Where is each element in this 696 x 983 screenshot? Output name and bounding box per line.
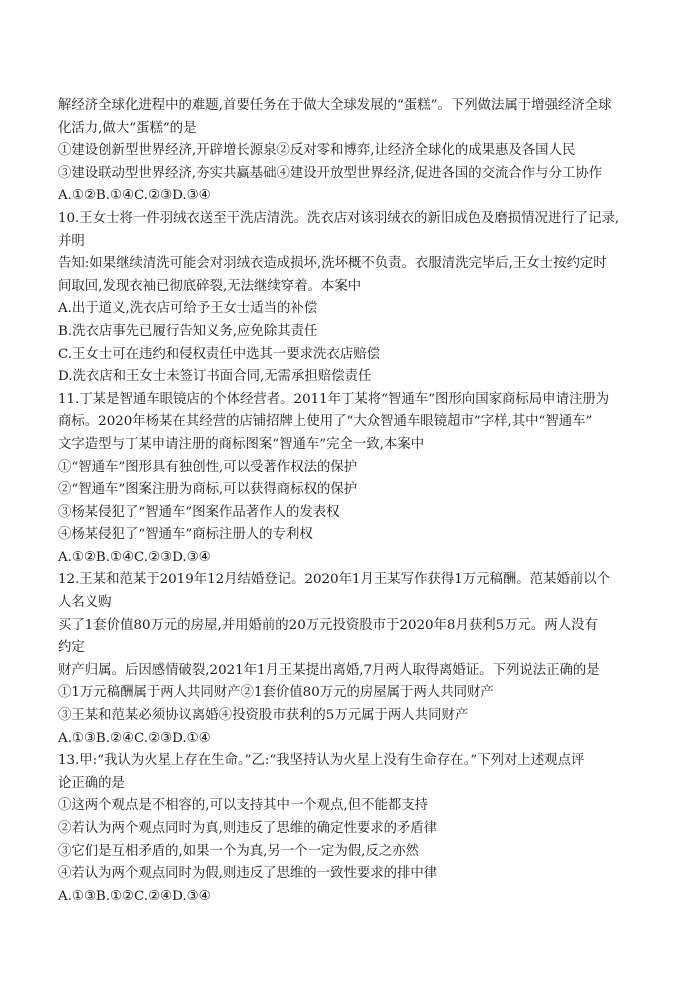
- text-line: 解经济全球化进程中的难题,首要任务在于做大全球发展的“蛋糕”。下列做法属于增强经济全球: [58, 98, 612, 113]
- option-c: C.王女士可在违约和侵权责任中选其一要求洗衣店赔偿: [58, 346, 381, 362]
- text-line: 论正确的是: [58, 775, 125, 791]
- text-line: 化活力,做大“蛋糕”的是: [58, 120, 197, 136]
- option-line: ②“智通车”图案注册为商标,可以获得商标权的保护: [58, 482, 358, 498]
- text-line: 人名义购: [58, 595, 112, 611]
- option-line: ③它们是互相矛盾的,如果一个为真,另一个一定为假,反之亦然: [58, 843, 419, 859]
- answer-choices: A.①③B.①②C.②④D.③④: [58, 888, 211, 904]
- option-a: A.出于道义,洗衣店可给予王女士适当的补偿: [58, 301, 318, 317]
- option-line: ①“智通车”图形具有独创性,可以受著作权法的保护: [58, 459, 358, 475]
- page-body: [58, 95, 640, 908]
- answer-choices: A.①②B.①④C.②③D.③④: [58, 188, 211, 204]
- option-d: D.洗衣店和王女士未签订书面合同,无需承担赔偿责任: [58, 369, 372, 385]
- option-line: ④若认为两个观点同时为假,则违反了思维的一致性要求的排中律: [58, 866, 438, 882]
- text-line: 商标。2020年杨某在其经营的店铺招牌上使用了“大众智通车眼镜超市”字样,其中“智通车”: [58, 414, 593, 430]
- question-12-stem: 12.王某和范某于2019年12月结婚登记。2020年1月王某写作获得1万元稿酬。范某婚前以个: [58, 572, 611, 588]
- text-line: 买了1套价值80万元的房屋,并用婚前的20万元投资股市于2020年8月获利5万元。两人没有: [58, 617, 598, 633]
- text-line: 约定: [58, 640, 85, 656]
- text-line: 告知:如果继续清洗可能会对羽绒衣造成损坏,洗坏概不负责。衣服清洗完毕后,王女士按约定时: [58, 256, 607, 272]
- answer-choices: A.①③B.②④C.②③D.①④: [58, 730, 211, 746]
- text-line: 文字造型与丁某申请注册的商标图案“智通车”完全一致,本案中: [58, 436, 425, 452]
- text-line: 并明: [58, 233, 85, 249]
- option-line: ③建设联动型世界经济,夯实共赢基础④建设开放型世界经济,促进各国的交流合作与分工协作: [58, 165, 603, 181]
- option-line: ①1万元稿酬属于两人共同财产②1套价值80万元的房屋属于两人共同财产: [58, 685, 494, 701]
- option-line: ②若认为两个观点同时为真,则违反了思维的确定性要求的矛盾律: [58, 821, 438, 836]
- option-line: ①这两个观点是不相容的,可以支持其中一个观点,但不能都支持: [58, 798, 429, 814]
- text-line: 财产归属。后因感情破裂,2021年1月王某提出离婚,7月两人取得离婚证。下列说法正确的是: [58, 662, 600, 678]
- question-11-stem: 11.丁某是智通车眼镜店的个体经营者。2011年丁某将“智通车”图形向国家商标局申请注册为: [58, 391, 610, 407]
- answer-choices: A.①②B.①④C.②③D.③④: [58, 549, 211, 565]
- option-line: ①建设创新型世界经济,开辟增长源泉②反对零和博弈,让经济全球化的成果惠及各国人民: [58, 143, 576, 159]
- option-line: ③王某和范某必须协议离婚④投资股市获利的5万元属于两人共同财产: [58, 708, 469, 724]
- option-line: ③杨某侵犯了“智通车”图案作品著作人的发表权: [58, 504, 340, 520]
- option-b: B.洗衣店事先已履行告知义务,应免除其责任: [58, 323, 318, 339]
- text-line: 间取回,发现衣袖已彻底碎裂,无法继续穿着。本案中: [58, 278, 362, 294]
- question-13-stem: 13.甲:“我认为火星上存在生命。”乙:“我坚持认为火星上没有生命存在。”下列对上述观点评: [58, 753, 585, 769]
- option-line: ④杨某侵犯了“智通车”商标注册人的专利权: [58, 527, 313, 543]
- question-10-stem: 10.王女士将一件羽绒衣送至干洗店清洗。洗衣店对该羽绒衣的新旧成色及磨损情况进行了记录,: [58, 210, 620, 226]
